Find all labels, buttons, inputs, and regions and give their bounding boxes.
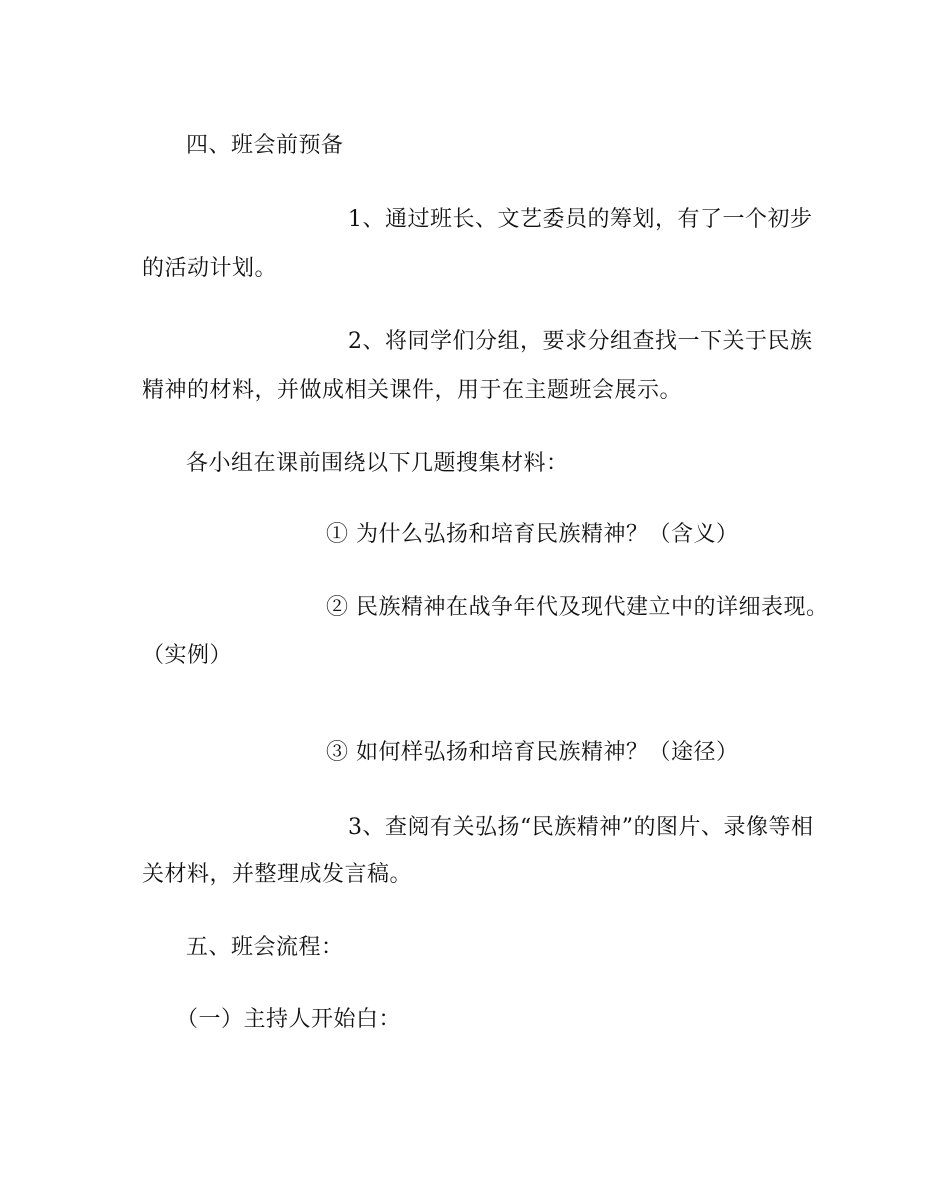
section-heading-5: 五、班会流程： [186,935,344,960]
prep-item-2-line-1: 2、将同学们分组，要求分组查找一下关于民族 [348,329,813,354]
question-2-line-2: （实例） [142,643,233,668]
prep-item-2-line-2: 精神的材料，并做成相关课件，用于在主题班会展示。 [142,378,683,403]
question-1: ① 为什么弘扬和培育民族精神？（含义） [326,522,739,547]
prep-item-1-line-2: 的活动计划。 [142,256,278,281]
section-heading-4: 四、班会前预备 [186,133,344,158]
prep-item-1-line-1: 1、通过班长、文艺委员的筹划，有了一个初步 [348,207,813,232]
groups-intro: 各小组在课前围绕以下几题搜集材料： [186,451,569,476]
subsection-heading-1: （一）主持人开始白： [176,1007,402,1032]
question-2-line-1: ② 民族精神在战争年代及现代建立中的详细表现。 [326,595,829,620]
question-3: ③ 如何样弘扬和培育民族精神？（途径） [326,740,739,765]
prep-item-3-line-2: 关材料，并整理成发言稿。 [142,862,413,887]
prep-item-3-line-1: 3、查阅有关弘扬“民族精神”的图片、录像等相 [348,815,814,840]
